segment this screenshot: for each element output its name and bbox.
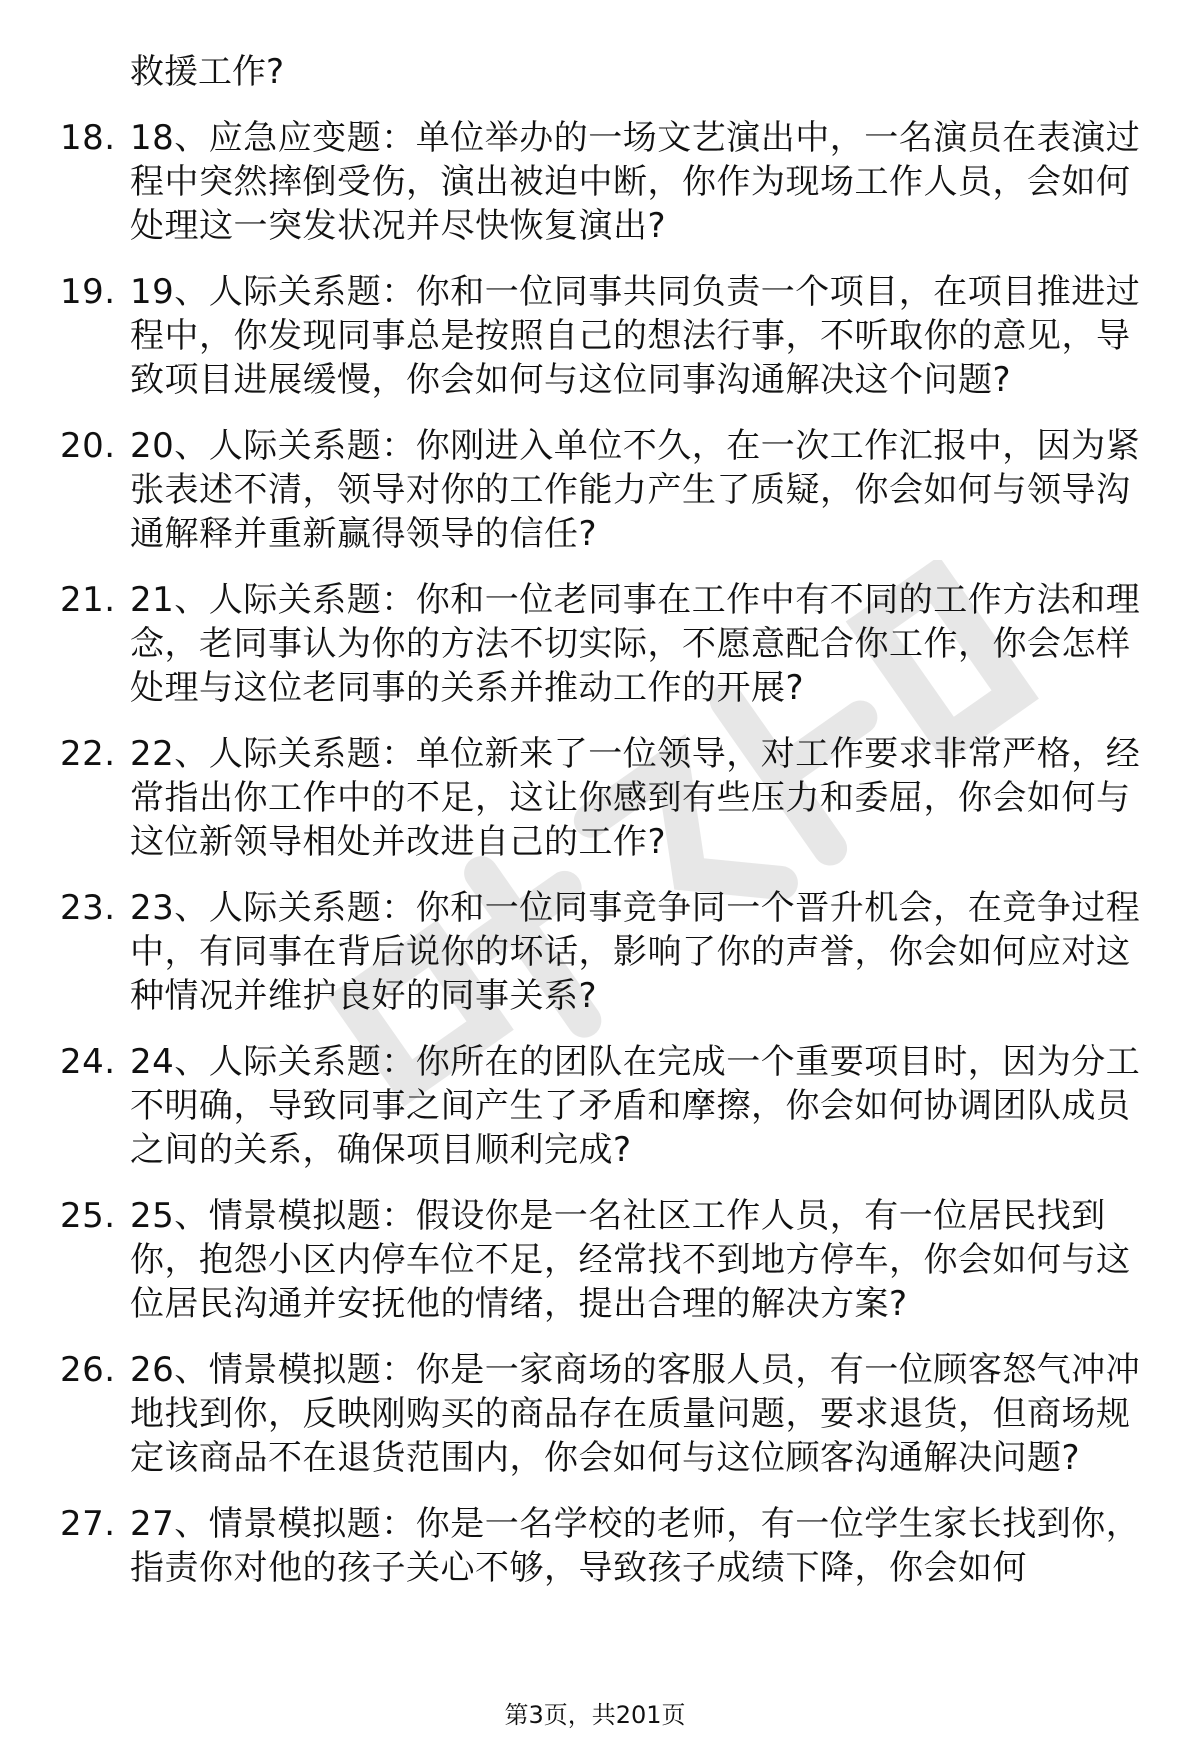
page-number-label: 第3页，共201页 [504, 1701, 686, 1729]
item-text: 19、人际关系题：你和一位同事共同负责一个项目，在项目推进过程中，你发现同事总是按照自己的想法行事，不听取你的意见，导致项目进展缓慢，你会如何与这位同事沟通解决这个问题? [130, 272, 1141, 400]
item-number: 18. [60, 118, 116, 158]
item-number: 23. [60, 888, 116, 928]
list-item [60, 1194, 1150, 1326]
item-text: 21、人际关系题：你和一位老同事在工作中有不同的工作方法和理念，老同事认为你的方法不切实际，不愿意配合你工作，你会怎样处理与这位老同事的关系并推动工作的开展? [130, 580, 1141, 708]
item-text: 27、情景模拟题：你是一名学校的老师，有一位学生家长找到你，指责你对他的孩子关心不够，导致孩子成绩下降，你会如何 [130, 1504, 1141, 1588]
list-item [60, 1348, 1150, 1480]
list-item [60, 116, 1150, 248]
item-number: 22. [60, 734, 116, 774]
item-number: 20. [60, 426, 116, 466]
item-number: 27. [60, 1504, 116, 1544]
item-number: 25. [60, 1196, 116, 1236]
continued-text: 救援工作? [130, 52, 285, 92]
document-body [60, 50, 1150, 1612]
list-item [60, 732, 1150, 864]
question-list [60, 116, 1150, 1590]
page-footer [0, 1700, 1190, 1730]
item-number: 26. [60, 1350, 116, 1390]
list-item [60, 578, 1150, 710]
item-number: 24. [60, 1042, 116, 1082]
item-text: 25、情景模拟题：假设你是一名社区工作人员，有一位居民找到你，抱怨小区内停车位不足，经常找不到地方停车，你会如何与这位居民沟通并安抚他的情绪，提出合理的解决方案? [130, 1196, 1131, 1324]
item-text: 18、应急应变题：单位举办的一场文艺演出中，一名演员在表演过程中突然摔倒受伤，演出被迫中断，你作为现场工作人员，会如何处理这一突发状况并尽快恢复演出? [130, 118, 1141, 246]
list-item [60, 1502, 1150, 1590]
item-number: 21. [60, 580, 116, 620]
item-text: 22、人际关系题：单位新来了一位领导，对工作要求非常严格，经常指出你工作中的不足，这让你感到有些压力和委屈，你会如何与这位新领导相处并改进自己的工作? [130, 734, 1141, 862]
list-item [60, 1040, 1150, 1172]
list-item [60, 270, 1150, 402]
item-text: 20、人际关系题：你刚进入单位不久，在一次工作汇报中，因为紧张表述不清，领导对你的工作能力产生了质疑，你会如何与领导沟通解释并重新赢得领导的信任? [130, 426, 1141, 554]
item-text: 26、情景模拟题：你是一家商场的客服人员，有一位顾客怒气冲冲地找到你，反映刚购买的商品存在质量问题，要求退货，但商场规定该商品不在退货范围内，你会如何与这位顾客沟通解决问题? [130, 1350, 1141, 1478]
item-text: 24、人际关系题：你所在的团队在完成一个重要项目时，因为分工不明确，导致同事之间产生了矛盾和摩擦，你会如何协调团队成员之间的关系，确保项目顺利完成? [130, 1042, 1141, 1170]
item-text: 23、人际关系题：你和一位同事竞争同一个晋升机会，在竞争过程中，有同事在背后说你的坏话，影响了你的声誉，你会如何应对这种情况并维护良好的同事关系? [130, 888, 1141, 1016]
list-item [60, 886, 1150, 1018]
list-item [60, 424, 1150, 556]
item-number: 19. [60, 272, 116, 312]
